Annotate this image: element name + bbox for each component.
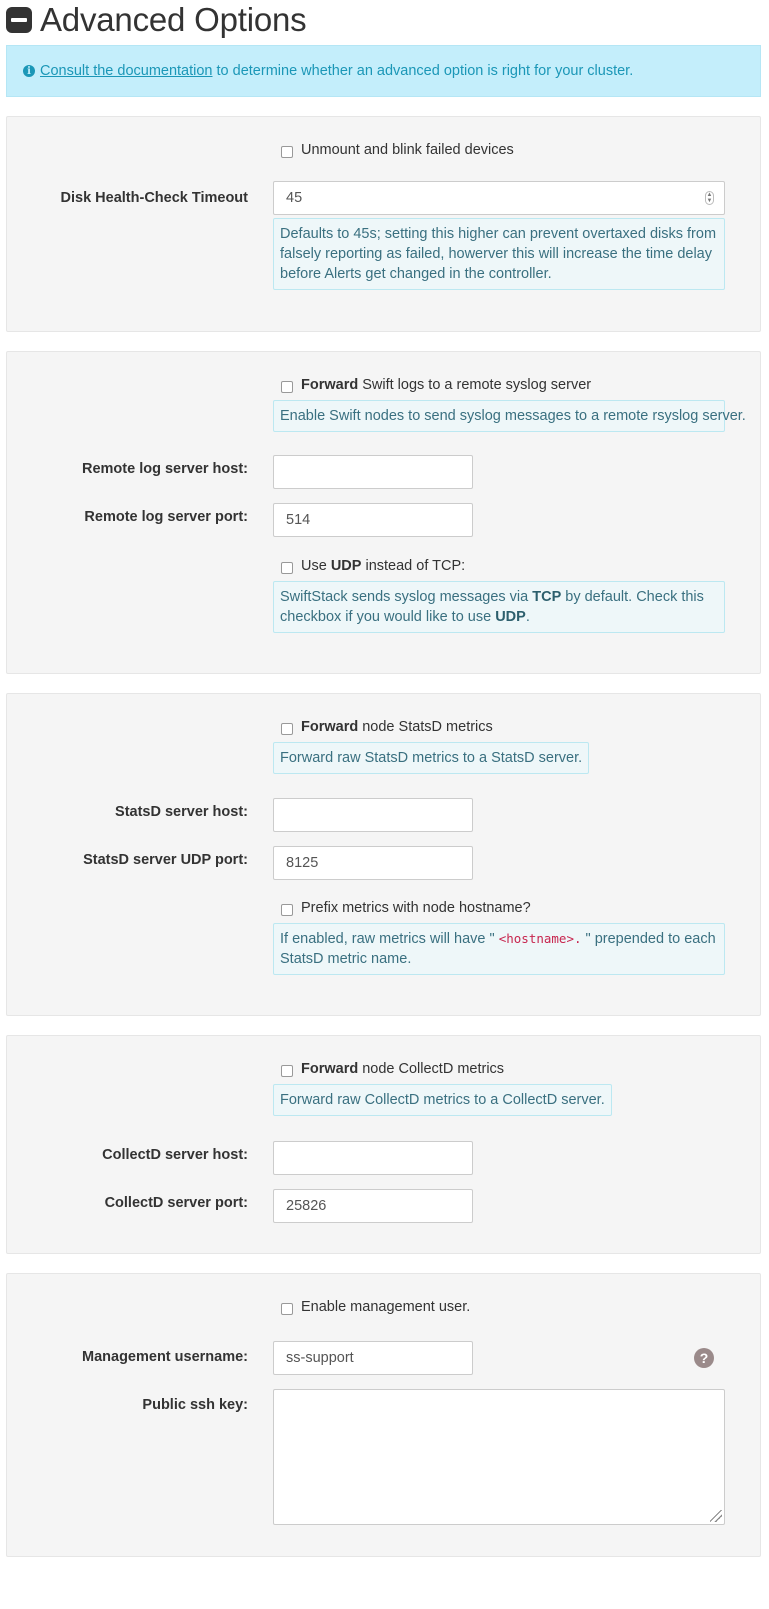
statsd-host-input[interactable]: [273, 798, 473, 832]
syslog-host-input[interactable]: [273, 455, 473, 489]
hostname-code: <hostname>.: [498, 931, 582, 946]
statsd-forward-help: Forward raw StatsD metrics to a StatsD server.: [273, 742, 589, 774]
disk-timeout-input[interactable]: [273, 181, 725, 215]
syslog-forward-help: Enable Swift nodes to send syslog messages to a remote rsyslog server.: [273, 400, 725, 432]
udp-checkbox[interactable]: [281, 562, 293, 574]
management-username-label: Management username:: [82, 1349, 248, 1365]
collectd-host-input[interactable]: [273, 1141, 473, 1175]
management-enable-label: Enable management user.: [301, 1299, 471, 1315]
syslog-host-label: Remote log server host:: [82, 461, 248, 477]
collectd-port-label: CollectD server port:: [104, 1195, 248, 1211]
collectd-forward-row: [281, 1061, 504, 1077]
info-alert: [6, 45, 761, 97]
collectd-forward-checkbox[interactable]: [281, 1065, 293, 1077]
unmount-label: Unmount and blink failed devices: [301, 142, 514, 158]
syslog-panel: [6, 351, 761, 674]
documentation-link[interactable]: Consult the documentation: [40, 63, 213, 79]
syslog-forward-row: [281, 377, 591, 393]
prefix-row: [281, 900, 531, 916]
management-username-input[interactable]: [273, 1341, 473, 1375]
udp-label: Use UDP instead of TCP:: [301, 558, 466, 574]
unmount-checkbox[interactable]: [281, 146, 293, 158]
number-spinner-icon[interactable]: ▲ ▼: [706, 192, 713, 204]
disk-timeout-value: 45: [286, 190, 303, 206]
management-username-value: ss-support: [286, 1350, 354, 1366]
collectd-port-input[interactable]: [273, 1189, 473, 1223]
syslog-port-label: Remote log server port:: [84, 509, 248, 525]
page-title: Advanced Options: [40, 1, 307, 38]
info-text: to determine whether an advanced option is right for your cluster.: [212, 63, 634, 79]
udp-row: [281, 558, 465, 574]
prefix-checkbox[interactable]: [281, 904, 293, 916]
statsd-forward-checkbox[interactable]: [281, 723, 293, 735]
ssh-key-label: Public ssh key:: [142, 1397, 248, 1413]
statsd-port-value: 8125: [286, 855, 319, 871]
statsd-forward-label: Forward node StatsD metrics: [301, 719, 493, 735]
prefix-help: If enabled, raw metrics will have " <hostname>. " prepended to each StatsD metric name.: [273, 923, 725, 975]
collectd-host-label: CollectD server host:: [102, 1147, 248, 1163]
info-icon: i: [23, 65, 35, 77]
collectd-forward-label: Forward node CollectD metrics: [301, 1061, 505, 1077]
prefix-label: Prefix metrics with node hostname?: [301, 900, 531, 916]
syslog-port-value: 514: [286, 512, 311, 528]
disk-timeout-help: Defaults to 45s; setting this higher can prevent overtaxed disks from falsely reporting as failed, howerver this will increase the time delay before Alerts get changed in the controller.: [273, 218, 725, 290]
disk-panel: [6, 116, 761, 332]
resize-grip-icon[interactable]: [710, 1510, 722, 1522]
management-panel: [6, 1273, 761, 1557]
syslog-port-input[interactable]: [273, 503, 473, 537]
statsd-host-label: StatsD server host:: [115, 804, 248, 820]
management-enable-row: [281, 1299, 470, 1315]
page-header: [6, 0, 306, 40]
statsd-port-label: StatsD server UDP port:: [83, 852, 248, 868]
statsd-port-input[interactable]: [273, 846, 473, 880]
statsd-forward-row: [281, 719, 493, 735]
statsd-panel: [6, 693, 761, 1016]
udp-help: SwiftStack sends syslog messages via TCP by default. Check this checkbox if you would like to use UDP.: [273, 581, 725, 633]
collectd-forward-help: Forward raw CollectD metrics to a CollectD server.: [273, 1084, 612, 1116]
ssh-key-textarea[interactable]: [273, 1389, 725, 1525]
syslog-forward-label: Forward Swift logs to a remote syslog server: [301, 377, 592, 393]
collectd-panel: [6, 1035, 761, 1254]
syslog-forward-checkbox[interactable]: [281, 381, 293, 393]
help-question-icon[interactable]: ?: [694, 1348, 714, 1368]
collapse-icon[interactable]: [6, 7, 32, 33]
disk-timeout-label: Disk Health-Check Timeout: [60, 190, 248, 206]
management-enable-checkbox[interactable]: [281, 1303, 293, 1315]
collectd-port-value: 25826: [286, 1198, 327, 1214]
unmount-row: [281, 142, 514, 158]
